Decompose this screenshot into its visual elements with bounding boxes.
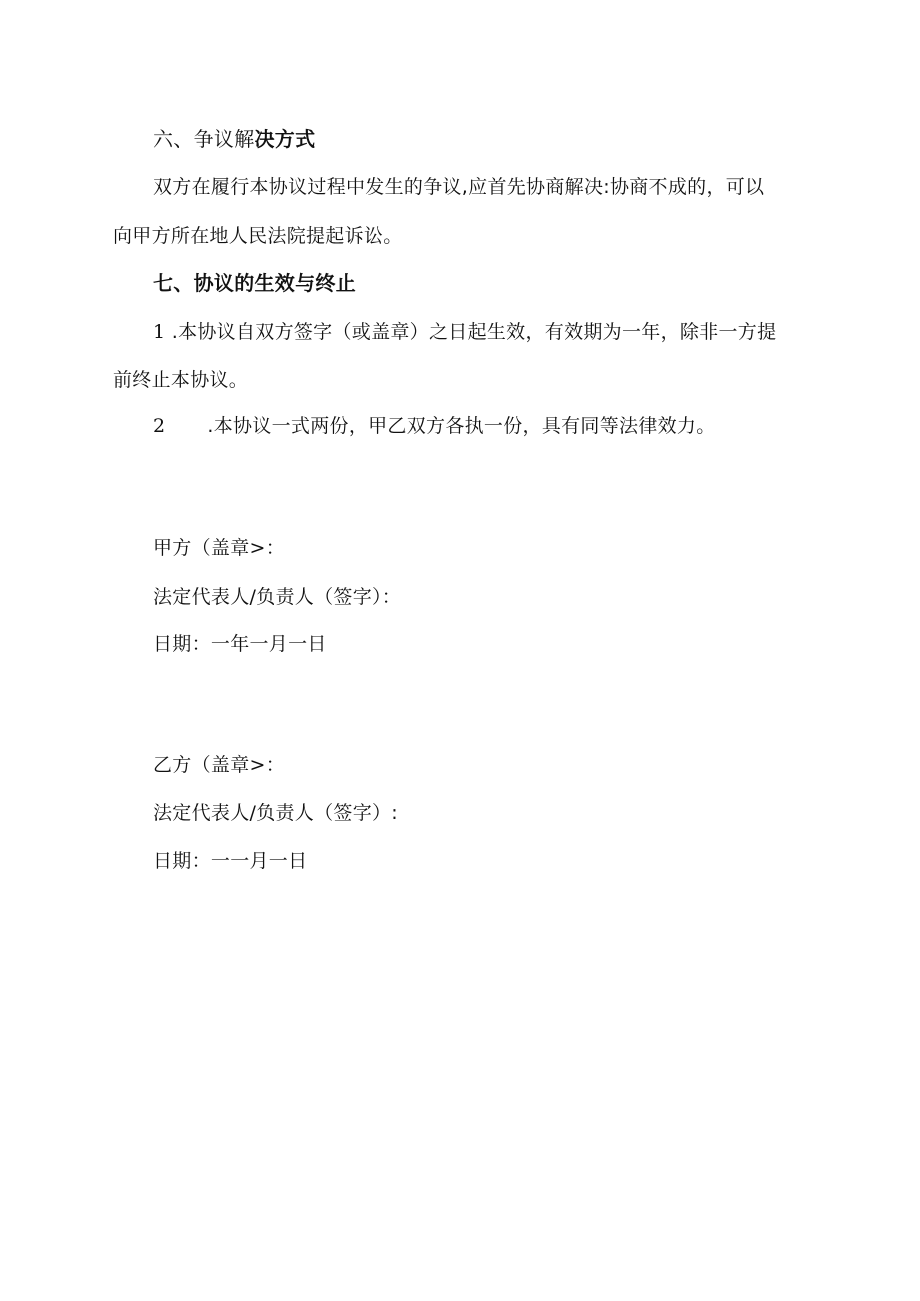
party-a-representative: 法定代表人/负责人（签字）： — [153, 586, 402, 608]
section-6-heading-suffix: 决方式 — [254, 127, 316, 151]
section-7-item-2-number: 2 — [153, 415, 166, 437]
section-6-paragraph-line-2: 向甲方所在地人民法院提起诉讼。 — [113, 225, 403, 247]
section-6-paragraph-line-1: 双方在履行本协议过程中发生的争议,应首先协商解决:协商不成的，可以 — [153, 176, 765, 198]
section-7-item-1-line-2: 前终止本协议。 — [113, 369, 249, 391]
party-b-seal: 乙方（盖章>： — [153, 754, 286, 776]
section-7-item-2 — [153, 414, 716, 438]
party-a-seal: 甲方（盖章>： — [153, 537, 286, 559]
section-7-item-1-number: 1 — [153, 321, 166, 343]
section-7-item-1-line-1 — [153, 320, 776, 344]
section-7-item-1-text: .本协议自双方签字（或盖章）之日起生效，有效期为一年，除非一方提 — [171, 321, 777, 343]
party-b-date: 日期：一一月一日 — [153, 850, 308, 872]
section-7-heading: 七、协议的生效与终止 — [153, 271, 356, 295]
section-6-heading-prefix: 六、争议解 — [153, 127, 255, 151]
section-7-item-2-text: .本协议一式两份，甲乙双方各执一份，具有同等法律效力。 — [207, 415, 716, 437]
party-b-representative: 法定代表人/负责人（签字）: — [153, 802, 399, 824]
section-6-heading — [153, 126, 315, 152]
party-a-date: 日期：一年一月一日 — [153, 633, 327, 655]
